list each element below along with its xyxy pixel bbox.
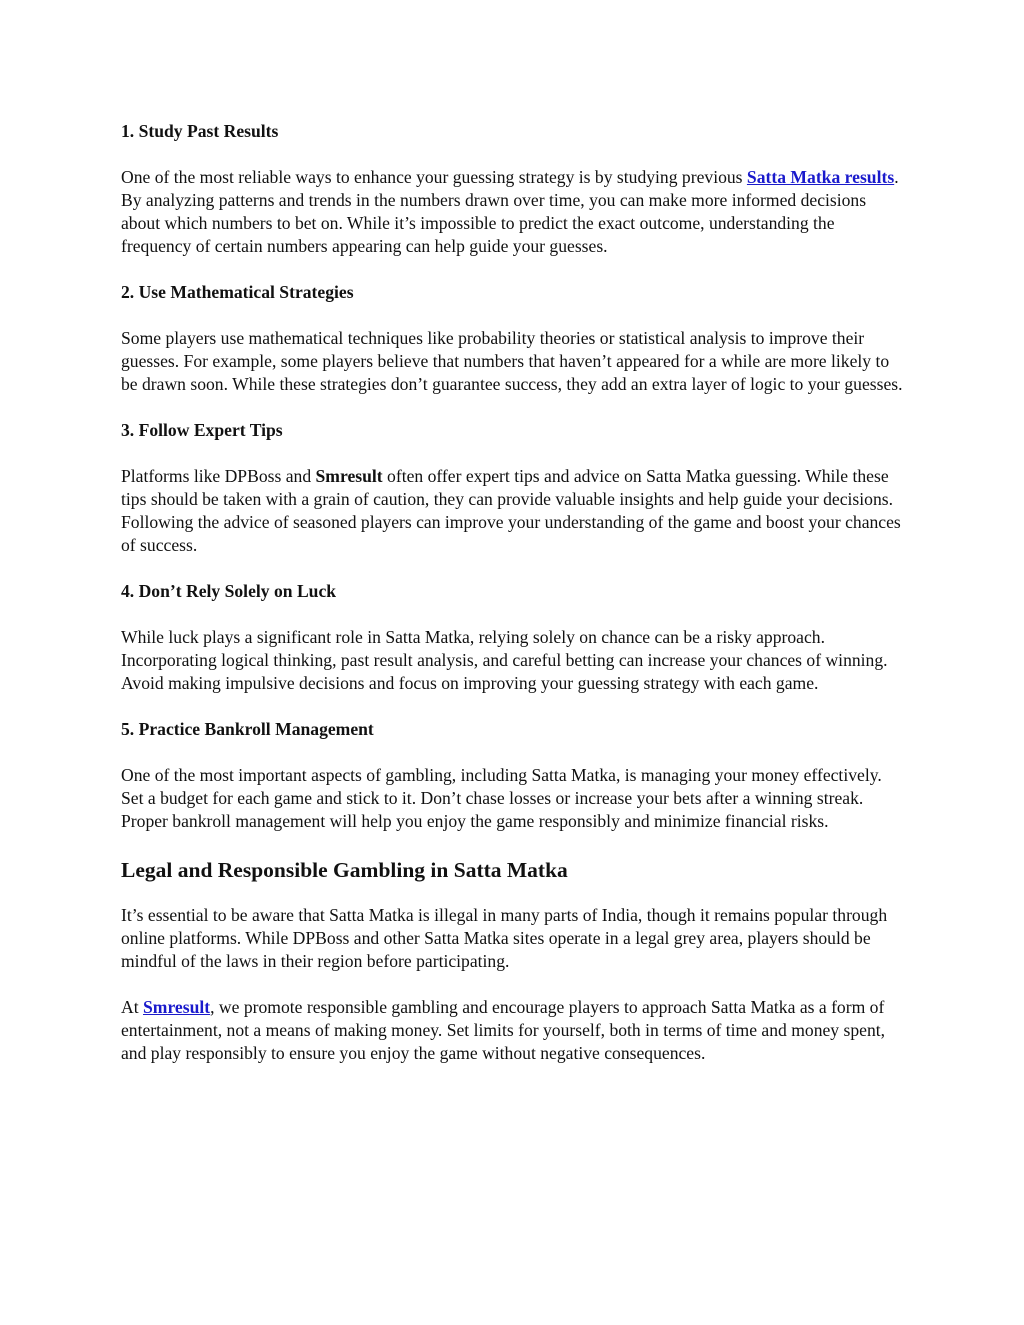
smresult-link[interactable]: Smresult	[143, 997, 211, 1017]
paragraph-text: , we promote responsible gambling and encourage players to approach Satta Matka as a form of entertainment, not a means of making money. Set limits for yourself, both in terms of time and money spent, and play responsibly to ensure you enjoy the game without negative consequences.	[121, 997, 886, 1063]
legal-heading: Legal and Responsible Gambling in Satta Matka	[121, 858, 568, 882]
section-heading-expert-tips: 3. Follow Expert Tips	[121, 420, 283, 440]
section-paragraph-mathematical-strategies: Some players use mathematical techniques like probability theories or statistical analysis to improve their guesses. For example, some players believe that numbers that haven’t appeared for a while are more likely to be drawn soon. While these strategies don’t guarantee success, they add an extra layer of logic to your guesses.	[121, 328, 903, 394]
legal-paragraph-2	[121, 996, 905, 1065]
paragraph-text: One of the most reliable ways to enhance your guessing strategy is by studying previous	[121, 167, 747, 187]
section-paragraph-bankroll-management: One of the most important aspects of gambling, including Satta Matka, is managing your money effectively. Set a budget for each game and stick to it. Don’t chase losses or increase your bets after a winning streak. Proper bankroll management will help you enjoy the game responsibly and minimize financial risks.	[121, 765, 882, 831]
section-heading-dont-rely-on-luck: 4. Don’t Rely Solely on Luck	[121, 581, 337, 601]
section-paragraph-expert-tips	[121, 465, 905, 557]
paragraph-text: often offer expert tips and advice on Satta Matka guessing. While these tips should be taken with a grain of caution, they can provide valuable insights and help guide your decisions. Following the advice of seasoned players can improve your understanding of the game and boost your chances of success.	[121, 466, 901, 555]
paragraph-text: . By analyzing patterns and trends in the numbers drawn over time, you can make more informed decisions about which numbers to bet on. While it’s impossible to predict the exact outcome, understanding the frequency of certain numbers appearing can help guide your guesses.	[121, 167, 899, 256]
paragraph-text: At	[121, 997, 143, 1017]
section-paragraph-study-past-results	[121, 166, 905, 258]
section-heading-mathematical-strategies: 2. Use Mathematical Strategies	[121, 282, 354, 302]
smresult-bold-text: Smresult	[315, 466, 383, 486]
legal-paragraph-1: It’s essential to be aware that Satta Matka is illegal in many parts of India, though it remains popular through online platforms. While DPBoss and other Satta Matka sites operate in a legal grey area, players should be mindful of the laws in their region before participating.	[121, 905, 888, 971]
document-page	[121, 120, 905, 1088]
section-paragraph-dont-rely-on-luck: While luck plays a significant role in Satta Matka, relying solely on chance can be a risky approach. Incorporating logical thinking, past result analysis, and careful betting can increase your chances of winning. Avoid making impulsive decisions and focus on improving your guessing strategy with each game.	[121, 627, 888, 693]
paragraph-text: Platforms like DPBoss and	[121, 466, 316, 486]
section-heading-study-past-results: 1. Study Past Results	[121, 121, 279, 141]
section-heading-bankroll-management: 5. Practice Bankroll Management	[121, 719, 374, 739]
satta-matka-results-link[interactable]: Satta Matka results	[746, 167, 895, 187]
